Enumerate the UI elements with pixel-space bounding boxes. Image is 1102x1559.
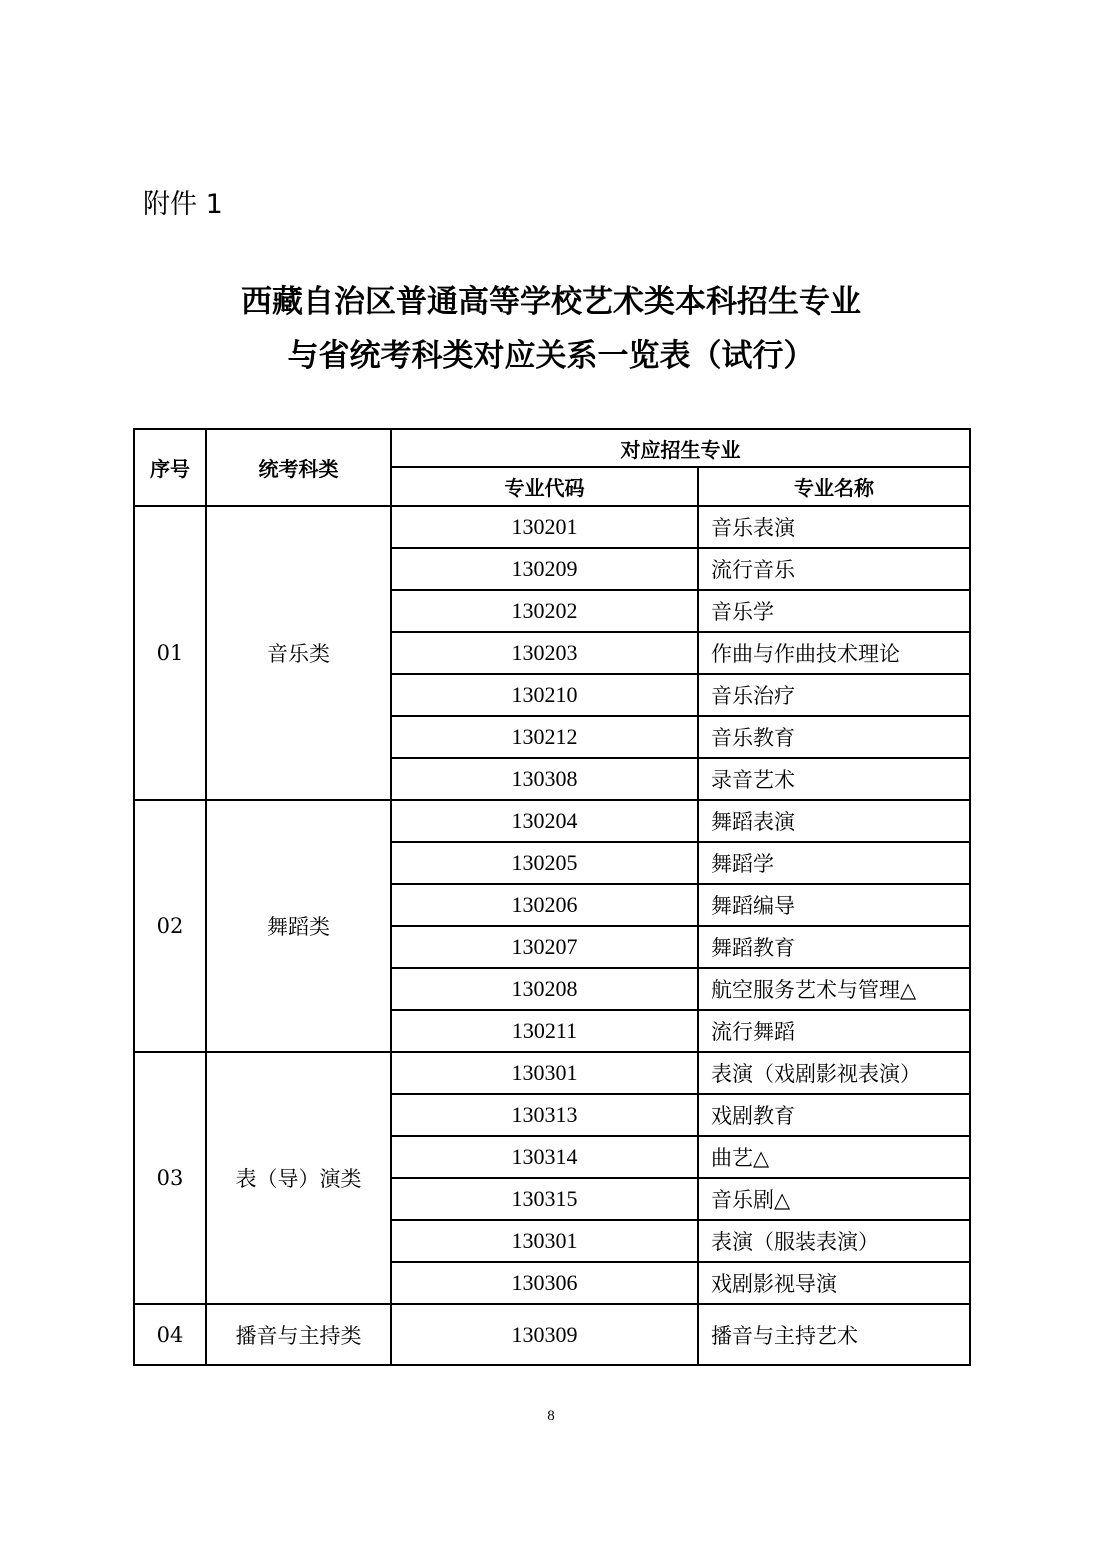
major-name: 曲艺△	[698, 1136, 970, 1178]
row-category: 播音与主持类	[206, 1304, 391, 1365]
major-name: 流行音乐	[698, 548, 970, 590]
row-seq: 03	[134, 1052, 206, 1304]
major-code: 130309	[391, 1304, 698, 1365]
major-code: 130207	[391, 926, 698, 968]
page-title-line2: 与省统考科类对应关系一览表（试行）	[287, 338, 815, 374]
major-name: 舞蹈表演	[698, 800, 970, 842]
major-name: 音乐学	[698, 590, 970, 632]
attachment-label: 附件 1	[143, 189, 223, 220]
table-row	[134, 506, 970, 548]
row-category: 音乐类	[206, 506, 391, 800]
major-code: 130315	[391, 1178, 698, 1220]
page-title-line1: 西藏自治区普通高等学校艺术类本科招生专业	[241, 284, 861, 320]
major-code: 130308	[391, 758, 698, 800]
major-code: 130301	[391, 1220, 698, 1262]
table-row	[134, 1304, 970, 1365]
major-name: 舞蹈学	[698, 842, 970, 884]
header-group: 对应招生专业	[391, 429, 970, 467]
major-code: 130211	[391, 1010, 698, 1052]
majors-table	[133, 428, 971, 1366]
major-code: 130209	[391, 548, 698, 590]
major-code: 130204	[391, 800, 698, 842]
row-category: 舞蹈类	[206, 800, 391, 1052]
major-name: 音乐治疗	[698, 674, 970, 716]
major-code: 130306	[391, 1262, 698, 1304]
row-seq: 04	[134, 1304, 206, 1365]
major-name: 戏剧影视导演	[698, 1262, 970, 1304]
major-name: 戏剧教育	[698, 1094, 970, 1136]
major-name: 舞蹈教育	[698, 926, 970, 968]
major-code: 130301	[391, 1052, 698, 1094]
major-code: 130314	[391, 1136, 698, 1178]
majors-table-body	[134, 506, 970, 1365]
row-seq: 01	[134, 506, 206, 800]
table-row	[134, 1052, 970, 1094]
major-code: 130210	[391, 674, 698, 716]
major-code: 130313	[391, 1094, 698, 1136]
major-name: 播音与主持艺术	[698, 1304, 970, 1365]
major-name: 音乐教育	[698, 716, 970, 758]
row-seq: 02	[134, 800, 206, 1052]
header-category: 统考科类	[206, 429, 391, 506]
major-code: 130208	[391, 968, 698, 1010]
major-name: 航空服务艺术与管理△	[698, 968, 970, 1010]
major-name: 流行舞蹈	[698, 1010, 970, 1052]
major-name: 表演（戏剧影视表演）	[698, 1052, 970, 1094]
row-category: 表（导）演类	[206, 1052, 391, 1304]
header-code: 专业代码	[391, 467, 698, 506]
major-name: 音乐剧△	[698, 1178, 970, 1220]
major-code: 130201	[391, 506, 698, 548]
table-row	[134, 800, 970, 842]
header-seq: 序号	[134, 429, 206, 506]
major-code: 130206	[391, 884, 698, 926]
header-name: 专业名称	[698, 467, 970, 506]
major-code: 130203	[391, 632, 698, 674]
major-name: 舞蹈编导	[698, 884, 970, 926]
major-code: 130212	[391, 716, 698, 758]
major-name: 音乐表演	[698, 506, 970, 548]
major-code: 130205	[391, 842, 698, 884]
major-name: 作曲与作曲技术理论	[698, 632, 970, 674]
major-name: 录音艺术	[698, 758, 970, 800]
page-number: 8	[547, 1408, 555, 1424]
major-name: 表演（服装表演）	[698, 1220, 970, 1262]
major-code: 130202	[391, 590, 698, 632]
